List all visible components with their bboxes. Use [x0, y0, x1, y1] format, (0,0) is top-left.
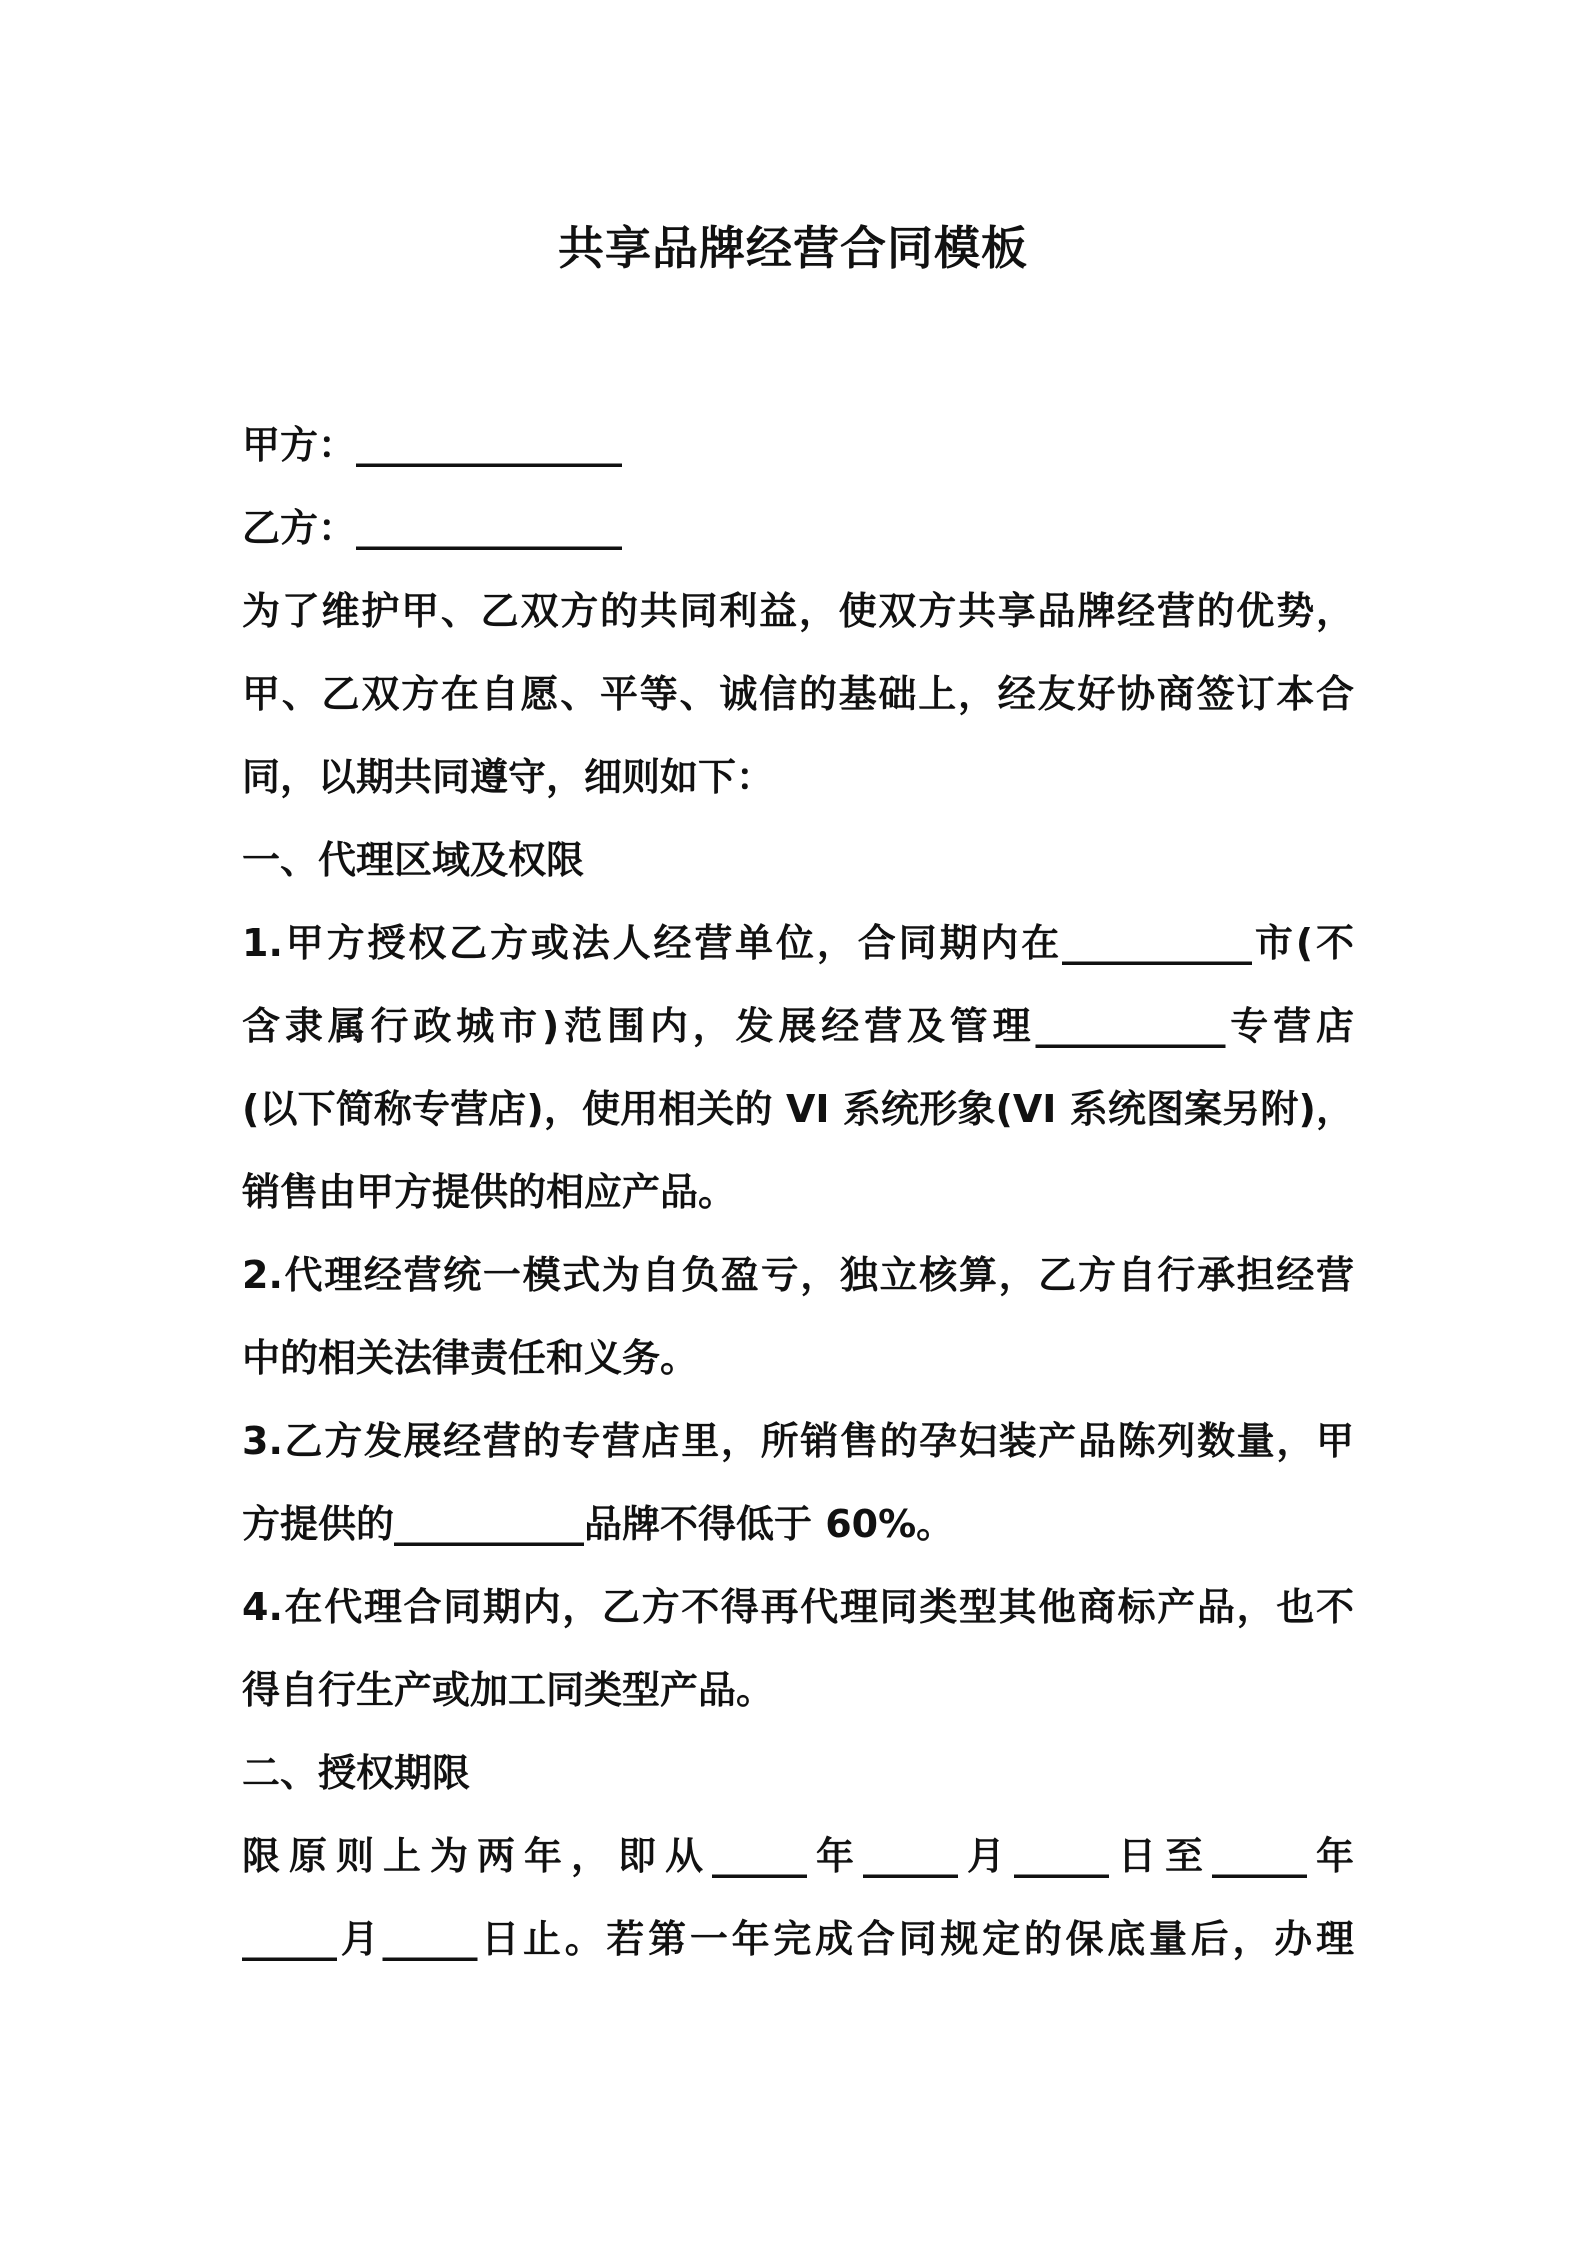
clause-1-line-4: 销售由甲方提供的相应产品。 [242, 1170, 737, 1214]
clause-3-line-1: 3.乙方发展经营的专营店里，所销售的孕妇装产品陈列数量，甲 [242, 1419, 1354, 1463]
contract-body [242, 404, 1354, 1981]
clause-2-line-2: 中的相关法律责任和义务。 [242, 1336, 699, 1380]
clause-1-line-1: 1.甲方授权乙方或法人经营单位，合同期内在__________市(不 [242, 921, 1354, 965]
page-title: 共享品牌经营合同模板 [558, 221, 1028, 275]
party-b-line: 乙方：______________ [242, 506, 623, 550]
term-line-2: _____月_____日止。若第一年完成合同规定的保底量后，办理 [242, 1917, 1354, 1961]
party-a-line: 甲方：______________ [242, 423, 623, 467]
term-line-1: 限原则上为两年，即从_____年_____月_____日至_____年 [242, 1834, 1354, 1878]
section-heading-1: 一、代理区域及权限 [242, 838, 585, 882]
preamble-line-1: 为了维护甲、乙双方的共同利益，使双方共享品牌经营的优势， [242, 589, 1354, 633]
section-heading-2: 二、授权期限 [242, 1751, 471, 1795]
clause-4-line-2: 得自行生产或加工同类型产品。 [242, 1668, 775, 1712]
clause-3-line-2: 方提供的__________品牌不得低于 60%。 [242, 1502, 955, 1546]
clause-2-line-1: 2.代理经营统一模式为自负盈亏，独立核算，乙方自行承担经营 [242, 1253, 1354, 1297]
clause-4-line-1: 4.在代理合同期内，乙方不得再代理同类型其他商标产品，也不 [242, 1585, 1354, 1629]
preamble-line-2: 甲、乙双方在自愿、平等、诚信的基础上，经友好协商签订本合 [242, 672, 1354, 716]
preamble-line-3: 同，以期共同遵守，细则如下： [242, 755, 775, 799]
clause-1-line-2: 含隶属行政城市)范围内，发展经营及管理__________专营店 [242, 1004, 1354, 1048]
clause-1-line-3: (以下简称专营店)，使用相关的 VI 系统形象(VI 系统图案另附)， [242, 1087, 1354, 1131]
